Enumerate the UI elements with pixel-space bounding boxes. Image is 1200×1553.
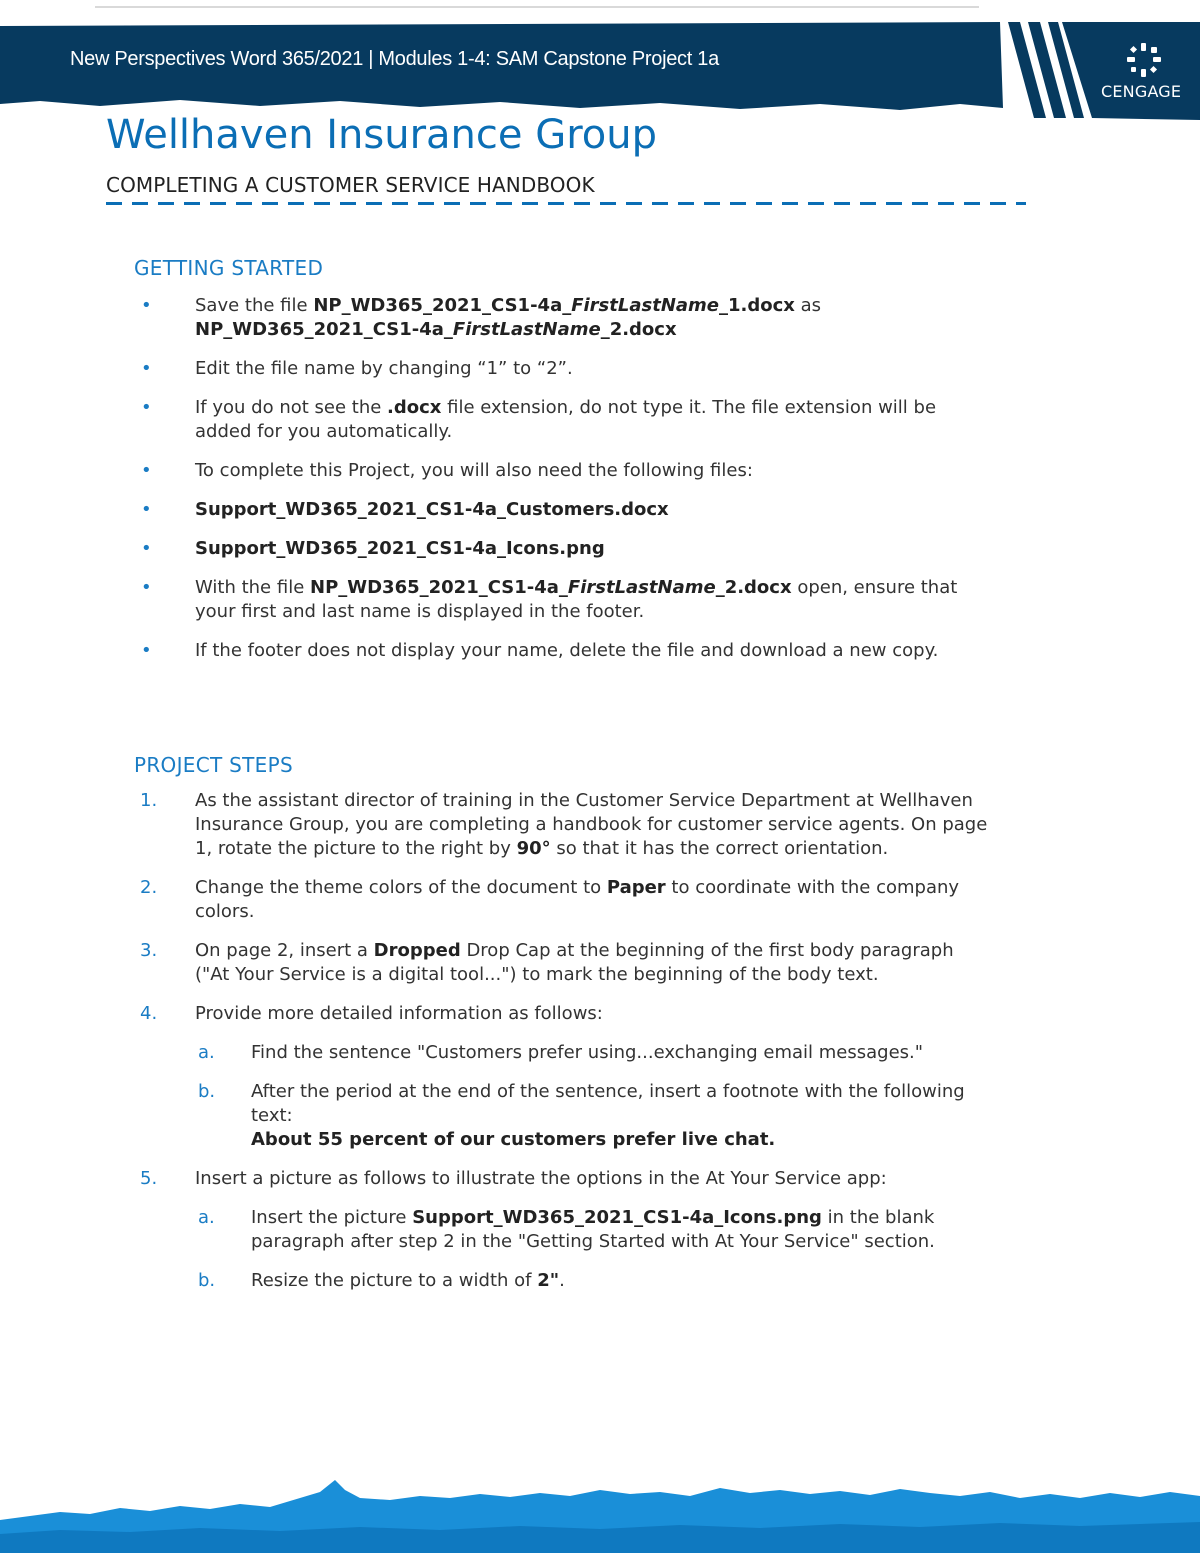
step-item: 1. As the assistant director of training in the Customer Service Department at Wellhaven Insurance Group, you are completing a handbook for customer service agents. On page 1, rotate the picture to the right by 90° so that it has the correct orientation. [140, 790, 988, 859]
banner-title: New Perspectives Word 365/2021 | Modules 1-4: SAM Capstone Project 1a [70, 48, 719, 70]
substep-item: b. Resize the picture to a width of 2". [198, 1270, 565, 1291]
substep-item: b. After the period at the end of the sentence, insert a footnote with the following text: About 55 percent of our customers prefer live chat. [198, 1081, 965, 1150]
cengage-logo-text: CENGAGE [1101, 82, 1182, 101]
step-item: 5. Insert a picture as follows to illustrate the options in the At Your Service app: [140, 1168, 887, 1189]
step-item: 4. Provide more detailed information as follows: [140, 1003, 603, 1024]
bullet-icon: • [141, 295, 152, 316]
step-item: 3. On page 2, insert a Dropped Drop Cap at the beginning of the first body paragraph ("At Your Service is a digital tool...") to mark the beginning of the body text. [140, 940, 954, 985]
bullet-icon: • [141, 358, 152, 379]
project-steps-heading: PROJECT STEPS [134, 753, 293, 777]
list-item: • Edit the file name by changing “1” to “2”. [141, 358, 573, 379]
cengage-burst-icon [1126, 42, 1162, 78]
bullet-icon: • [141, 397, 152, 418]
footer-wave [0, 1478, 1200, 1553]
dashed-divider [106, 202, 1026, 205]
bullet-icon: • [141, 460, 152, 481]
list-item: • Save the file NP_WD365_2021_CS1-4a_FirstLastName_1.docx as NP_WD365_2021_CS1-4a_FirstLastName_2.docx [141, 295, 822, 340]
document-subtitle: COMPLETING A CUSTOMER SERVICE HANDBOOK [106, 173, 595, 197]
substep-item: a. Find the sentence "Customers prefer using...exchanging email messages." [198, 1042, 924, 1063]
getting-started-heading: GETTING STARTED [134, 256, 324, 280]
project-steps-list [0, 789, 1200, 1308]
bullet-icon: • [141, 640, 152, 661]
list-item: • To complete this Project, you will also need the following files: [141, 460, 753, 481]
bullet-icon: • [141, 499, 152, 520]
bullet-icon: • [141, 538, 152, 559]
list-item: • Support_WD365_2021_CS1-4a_Customers.docx [141, 499, 669, 520]
list-item: • With the file NP_WD365_2021_CS1-4a_FirstLastName_2.docx open, ensure that your first and last name is displayed in the footer. [141, 577, 958, 622]
list-item: • If the footer does not display your name, delete the file and download a new copy. [141, 640, 939, 661]
list-item: • If you do not see the .docx file extension, do not type it. The file extension will be added for you automatically. [141, 397, 937, 442]
list-item: • Support_WD365_2021_CS1-4a_Icons.png [141, 538, 605, 559]
document-title: Wellhaven Insurance Group [106, 112, 657, 158]
substep-item: a. Insert the picture Support_WD365_2021_CS1-4a_Icons.png in the blank paragraph after step 2 in the "Getting Started with At Your Service" section. [198, 1207, 935, 1252]
getting-started-list [0, 294, 1200, 678]
bullet-icon: • [141, 577, 152, 598]
step-item: 2. Change the theme colors of the document to Paper to coordinate with the company colors. [140, 877, 960, 922]
